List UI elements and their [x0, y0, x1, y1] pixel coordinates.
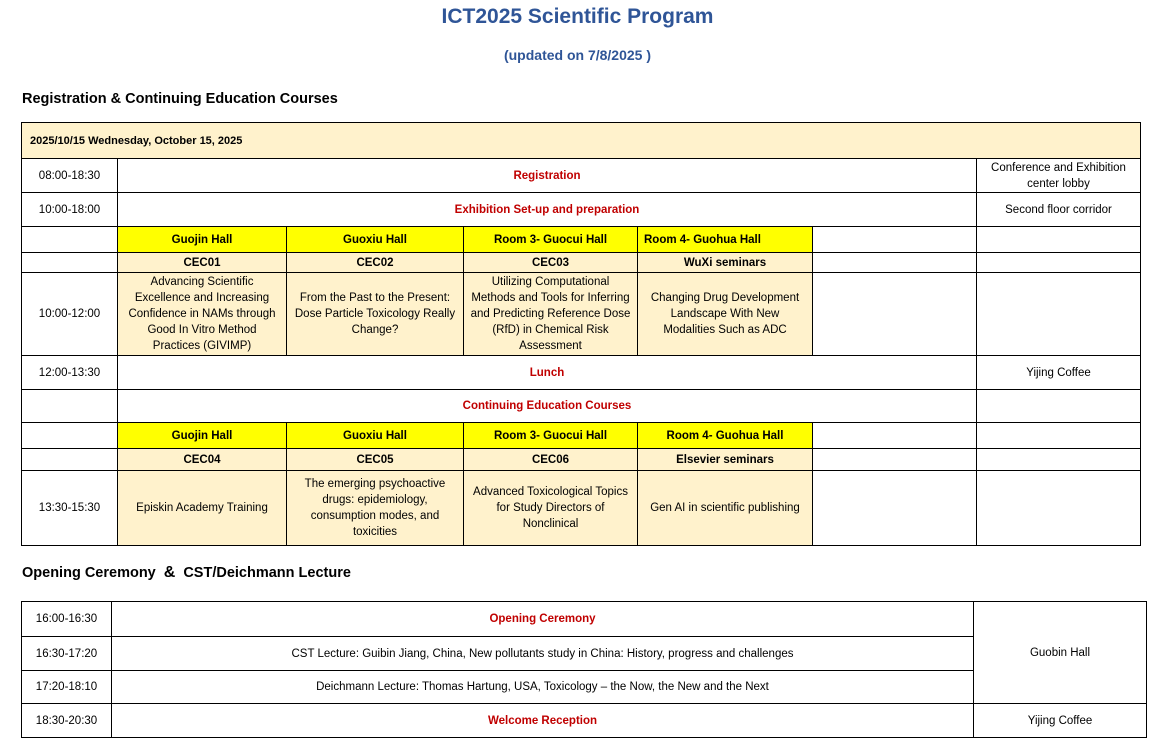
ampersand: &: [163, 564, 176, 581]
hall-cell: Guojin Hall: [118, 227, 287, 253]
empty-cell: [977, 253, 1141, 273]
hall-cell: Guojin Hall: [118, 423, 287, 449]
course-row: [22, 471, 1141, 546]
empty-cell: [22, 390, 118, 423]
hall-cell: Guoxiu Hall: [287, 423, 464, 449]
empty-cell: [22, 253, 118, 273]
empty-cell: [977, 273, 1141, 356]
time-cell: 18:30-20:30: [22, 704, 112, 738]
time-cell: 13:30-15:30: [22, 471, 118, 546]
empty-cell: [813, 471, 977, 546]
empty-cell: [22, 227, 118, 253]
time-cell: 10:00-12:00: [22, 273, 118, 356]
schedule-row: [22, 159, 1141, 193]
empty-cell: [977, 227, 1141, 253]
registration-schedule-table: [21, 122, 1141, 546]
empty-cell: [977, 471, 1141, 546]
section-title-left: Opening Ceremony: [22, 565, 156, 581]
course-code: CEC06: [464, 449, 638, 471]
schedule-row: [22, 356, 1141, 390]
course-topic: Advancing Scientific Excellence and Increasing Confidence in NAMs through Good In Vitro Method Practices (GIVIMP): [118, 273, 287, 356]
hall-cell: Room 3- Guocui Hall: [464, 423, 638, 449]
code-row: [22, 449, 1141, 471]
hall-row: [22, 423, 1141, 449]
course-topic: Utilizing Computational Methods and Tools for Inferring and Predicting Reference Dose (RfD) in Chemical Risk Assessment: [464, 273, 638, 356]
time-cell: 12:00-13:30: [22, 356, 118, 390]
time-cell: 08:00-18:30: [22, 159, 118, 193]
course-topic: From the Past to the Present: Dose Particle Toxicology Really Change?: [287, 273, 464, 356]
course-code: Elsevier seminars: [638, 449, 813, 471]
empty-cell: [22, 423, 118, 449]
empty-cell: [977, 449, 1141, 471]
course-code: CEC02: [287, 253, 464, 273]
continuing-row: [22, 390, 1141, 423]
continuing-education-label: Continuing Education Courses: [118, 390, 977, 423]
date-label: 2025/10/15 Wednesday, October 15, 2025: [22, 123, 1141, 159]
hall-cell: Room 3- Guocui Hall: [464, 227, 638, 253]
course-code: CEC04: [118, 449, 287, 471]
event-welcome-reception: Welcome Reception: [112, 704, 974, 738]
hall-cell: Room 4- Guohua Hall: [638, 227, 813, 253]
schedule-row: [22, 602, 1147, 637]
course-topic: The emerging psychoactive drugs: epidemiology, consumption modes, and toxicities: [287, 471, 464, 546]
course-code: CEC03: [464, 253, 638, 273]
section-title-right: CST/Deichmann Lecture: [183, 565, 351, 581]
course-topic: Advanced Toxicological Topics for Study Directors of Nonclinical: [464, 471, 638, 546]
course-topic: Changing Drug Development Landscape With New Modalities Such as ADC: [638, 273, 813, 356]
location-cell: Yijing Coffee: [977, 356, 1141, 390]
location-cell: Guobin Hall: [974, 602, 1147, 704]
location-cell: Yijing Coffee: [974, 704, 1147, 738]
location-cell: Conference and Exhibition center lobby: [977, 159, 1141, 193]
date-row: [22, 123, 1141, 159]
event-lunch: Lunch: [118, 356, 977, 390]
schedule-row: [22, 193, 1141, 227]
empty-cell: [977, 423, 1141, 449]
course-code: CEC01: [118, 253, 287, 273]
code-row: [22, 253, 1141, 273]
empty-cell: [813, 423, 977, 449]
hall-row: [22, 227, 1141, 253]
event-registration: Registration: [118, 159, 977, 193]
empty-cell: [813, 273, 977, 356]
event-exhibition: Exhibition Set-up and preparation: [118, 193, 977, 227]
event-deichmann-lecture: Deichmann Lecture: Thomas Hartung, USA, Toxicology – the Now, the New and the Next: [112, 671, 974, 704]
empty-cell: [22, 449, 118, 471]
course-code: CEC05: [287, 449, 464, 471]
section-title-registration: Registration & Continuing Education Courses: [22, 91, 338, 107]
hall-cell: Guoxiu Hall: [287, 227, 464, 253]
opening-schedule-table: [21, 601, 1147, 738]
time-cell: 10:00-18:00: [22, 193, 118, 227]
location-cell: Second floor corridor: [977, 193, 1141, 227]
time-cell: 16:00-16:30: [22, 602, 112, 637]
page-title: ICT2025 Scientific Program: [441, 5, 714, 28]
schedule-row: [22, 704, 1147, 738]
hall-cell: Room 4- Guohua Hall: [638, 423, 813, 449]
empty-cell: [813, 449, 977, 471]
course-topic: Episkin Academy Training: [118, 471, 287, 546]
course-row: [22, 273, 1141, 356]
section-title-opening: [22, 564, 351, 582]
course-topic: Gen AI in scientific publishing: [638, 471, 813, 546]
empty-cell: [813, 253, 977, 273]
time-cell: 17:20-18:10: [22, 671, 112, 704]
empty-cell: [813, 227, 977, 253]
event-opening-ceremony: Opening Ceremony: [112, 602, 974, 637]
course-code: WuXi seminars: [638, 253, 813, 273]
event-cst-lecture: CST Lecture: Guibin Jiang, China, New pollutants study in China: History, progress and challenges: [112, 637, 974, 671]
empty-cell: [977, 390, 1141, 423]
time-cell: 16:30-17:20: [22, 637, 112, 671]
page-subtitle: (updated on 7/8/2025 ): [503, 47, 652, 63]
